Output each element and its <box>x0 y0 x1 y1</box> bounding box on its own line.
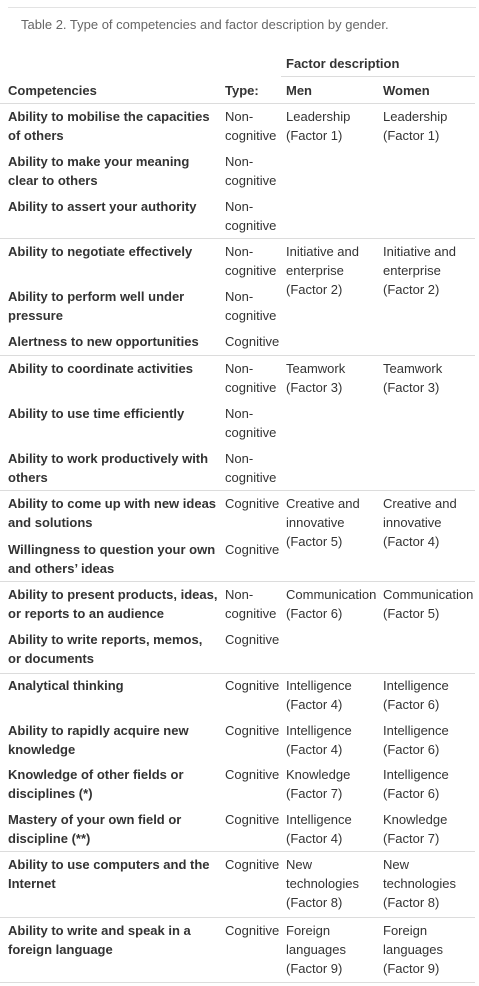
factor-men-cell: Foreign languages (Factor 9) <box>286 923 346 976</box>
type-cell: Non- cognitive <box>225 289 277 323</box>
competency-cell: Analytical thinking <box>8 678 124 693</box>
type-cell: Non- cognitive <box>225 244 277 278</box>
competency-cell: Ability to work productively with others <box>8 451 209 485</box>
type-cell: Cognitive <box>225 496 280 511</box>
group-separator <box>0 851 475 852</box>
competency-cell: Willingness to question your own and others’ ideas <box>8 542 216 576</box>
group-separator <box>0 673 475 674</box>
factor-men-cell: Intelligence (Factor 4) <box>286 678 352 712</box>
group-separator <box>0 238 475 239</box>
type-cell: Non- cognitive <box>225 154 277 188</box>
factor-women-cell: New technologies (Factor 8) <box>383 857 456 910</box>
type-cell: Cognitive <box>225 678 280 693</box>
type-cell: Cognitive <box>225 632 280 647</box>
competency-cell: Alertness to new opportunities <box>8 334 199 349</box>
header-competencies: Competencies <box>8 83 97 98</box>
type-cell: Cognitive <box>225 923 280 938</box>
factor-women-cell: Teamwork (Factor 3) <box>383 361 443 395</box>
competency-cell: Ability to come up with new ideas and solutions <box>8 496 217 530</box>
factor-men-cell: Intelligence (Factor 4) <box>286 723 352 757</box>
type-cell: Non- cognitive <box>225 406 277 440</box>
factor-men-cell: Knowledge (Factor 7) <box>286 767 351 801</box>
factor-men-cell: Teamwork (Factor 3) <box>286 361 346 395</box>
factor-women-cell: Knowledge (Factor 7) <box>383 812 448 846</box>
header-factor-description: Factor description <box>286 56 400 71</box>
factor-women-cell: Initiative and enterprise (Factor 2) <box>383 244 456 297</box>
type-cell: Non- cognitive <box>225 109 277 143</box>
competency-cell: Ability to rapidly acquire new knowledge <box>8 723 189 757</box>
factor-women-cell: Intelligence (Factor 6) <box>383 723 449 757</box>
competency-cell: Ability to negotiate effectively <box>8 244 193 259</box>
type-cell: Non- cognitive <box>225 451 277 485</box>
factor-men-cell: Creative and innovative (Factor 5) <box>286 496 360 549</box>
type-cell: Cognitive <box>225 542 280 557</box>
factor-women-cell: Intelligence (Factor 6) <box>383 678 449 712</box>
factor-men-cell: New technologies (Factor 8) <box>286 857 359 910</box>
header-type: Type: <box>225 83 259 98</box>
competency-cell: Ability to use computers and the Internet <box>8 857 210 891</box>
table-caption: Table 2. Type of competencies and factor description by gender. <box>21 17 389 32</box>
type-cell: Non- cognitive <box>225 587 277 621</box>
competency-cell: Ability to assert your authority <box>8 199 197 214</box>
type-cell: Non- cognitive <box>225 199 277 233</box>
competency-cell: Ability to write and speak in a foreign language <box>8 923 191 957</box>
factor-women-cell: Foreign languages (Factor 9) <box>383 923 443 976</box>
competency-cell: Knowledge of other fields or disciplines (*) <box>8 767 184 801</box>
competency-cell: Ability to coordinate activities <box>8 361 193 376</box>
factor-women-cell: Communication (Factor 5) <box>383 587 474 621</box>
factor-men-cell: Initiative and enterprise (Factor 2) <box>286 244 359 297</box>
factor-women-cell: Leadership (Factor 1) <box>383 109 448 143</box>
factor-men-cell: Intelligence (Factor 4) <box>286 812 352 846</box>
competency-cell: Ability to use time efficiently <box>8 406 185 421</box>
type-cell: Cognitive <box>225 723 280 738</box>
competency-cell: Ability to make your meaning clear to others <box>8 154 190 188</box>
competency-cell: Mastery of your own field or discipline (**) <box>8 812 182 846</box>
competency-cell: Ability to perform well under pressure <box>8 289 185 323</box>
group-separator <box>0 355 475 356</box>
type-cell: Cognitive <box>225 767 280 782</box>
competency-cell: Ability to write reports, memos, or documents <box>8 632 203 666</box>
header-men: Men <box>286 83 312 98</box>
type-cell: Cognitive <box>225 812 280 827</box>
competency-cell: Ability to mobilise the capacities of others <box>8 109 210 143</box>
competency-cell: Ability to present products, ideas, or reports to an audience <box>8 587 218 621</box>
factor-men-cell: Communication (Factor 6) <box>286 587 377 621</box>
type-cell: Non- cognitive <box>225 361 277 395</box>
group-separator <box>0 917 475 918</box>
header-rule <box>0 103 475 104</box>
group-separator <box>0 490 475 491</box>
factor-women-cell: Intelligence (Factor 6) <box>383 767 449 801</box>
factor-men-cell: Leadership (Factor 1) <box>286 109 351 143</box>
type-cell: Cognitive <box>225 857 280 872</box>
header-subrule <box>281 76 475 77</box>
group-separator <box>0 581 475 582</box>
factor-women-cell: Creative and innovative (Factor 4) <box>383 496 457 549</box>
type-cell: Cognitive <box>225 334 280 349</box>
bottom-rule <box>0 982 475 983</box>
header-women: Women <box>383 83 430 98</box>
